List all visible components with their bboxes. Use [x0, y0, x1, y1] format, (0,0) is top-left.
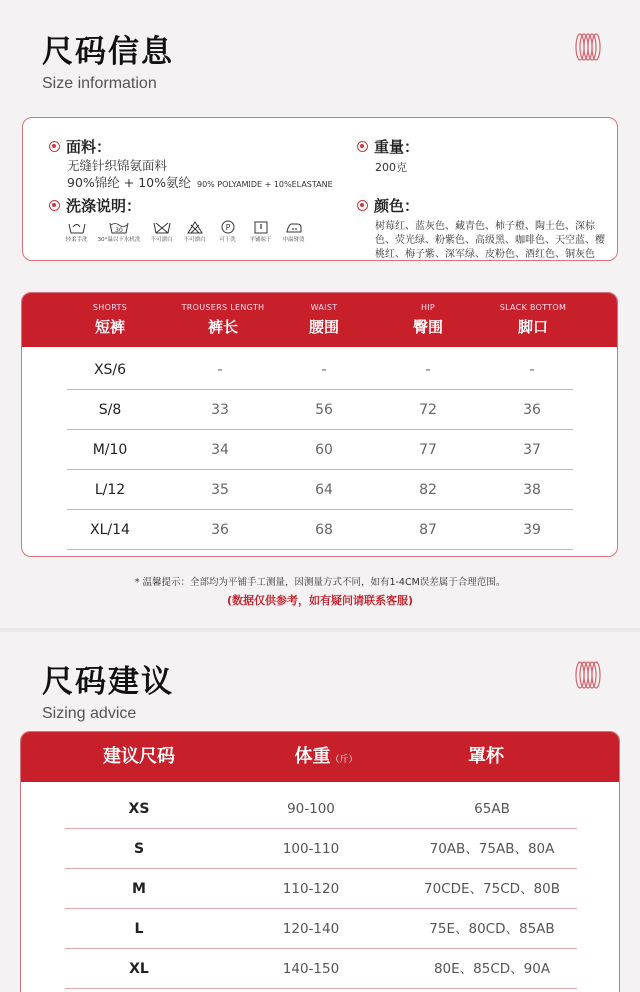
- table-row: M/10 34 60 77 37: [67, 430, 573, 470]
- table-row: L 120-140 75E、80CD、85AB: [65, 909, 577, 949]
- handwash-icon: [68, 221, 86, 234]
- table-row: L/12 35 64 82 38: [67, 470, 573, 510]
- fabric-block: [49, 136, 333, 193]
- table-row: XS/6 - - - -: [67, 350, 573, 390]
- no-bleach-triangle-icon: [187, 221, 203, 234]
- care-machine-wash: 30 30°温以下水机洗: [96, 220, 142, 243]
- header-waist: WAIST 腰围: [308, 303, 339, 336]
- table-row: S 100-110 70AB、75AB、80A: [65, 829, 577, 869]
- weight-unit: （斤）: [330, 755, 358, 765]
- fabric-line2-en: 90% POLYAMIDE + 10%ELASTANE: [197, 180, 333, 189]
- fabric-label: 面料：: [66, 138, 112, 156]
- reference-note: (数据仅供参考，如有疑问请联系客服): [226, 594, 414, 607]
- bullet-icon: [357, 200, 368, 211]
- weight-label: 重量：: [374, 138, 420, 156]
- size-info-title: 尺码信息: [42, 34, 174, 70]
- washing-block: [49, 195, 307, 243]
- no-bleach-icon: [153, 221, 171, 234]
- header-slack-bottom: SLACK BOTTOM 脚口: [499, 303, 567, 336]
- weight-value: 200克: [375, 161, 407, 174]
- care-flat-dry: 平铺晾干: [247, 220, 274, 243]
- size-table: [21, 292, 618, 557]
- section-divider: [0, 628, 640, 632]
- care-dry-clean: P 可干洗: [214, 220, 241, 243]
- care-iron: 中温熨烫: [280, 220, 307, 243]
- care-no-bleach-2: 不可漂白: [181, 220, 208, 243]
- table-row: M 110-120 70CDE、75CD、80B: [65, 869, 577, 909]
- header-weight: 体重（斤）: [294, 746, 358, 767]
- bullet-icon: [49, 141, 60, 152]
- bullet-icon: [49, 200, 60, 211]
- fabric-line2: 90%锦纶 + 10%氨纶: [67, 175, 191, 190]
- care-symbols: [63, 220, 307, 243]
- header-suggested-size: 建议尺码: [103, 746, 175, 767]
- dry-clean-icon: [221, 220, 235, 234]
- flat-dry-icon: [254, 221, 268, 234]
- svg-text:P: P: [225, 223, 230, 232]
- table-row: XL 140-150 80E、85CD、90A: [65, 949, 577, 989]
- header-trousers-length: TROUSERS LENGTH 裤长: [181, 303, 265, 336]
- svg-text:30: 30: [115, 226, 123, 234]
- size-info-header: [42, 26, 174, 93]
- machine-wash-icon: [109, 221, 129, 234]
- care-no-bleach-1: 不可漂白: [148, 220, 175, 243]
- table-row: S/8 33 56 72 36: [67, 390, 573, 430]
- sizing-advice-header: [42, 656, 174, 723]
- header-cup: 罩杯: [468, 746, 504, 767]
- advice-table: [20, 731, 620, 992]
- bullet-icon: [357, 141, 368, 152]
- size-info-subtitle: Size information: [42, 75, 157, 92]
- fabric-line1: 无缝针织锦氨面料: [67, 158, 168, 173]
- care-handwash: 轻柔手洗: [63, 220, 90, 243]
- rings-icon: [572, 660, 602, 690]
- weight-block: [357, 136, 419, 176]
- sizing-advice-title: 尺码建议: [42, 664, 174, 700]
- colors-block: [357, 195, 611, 262]
- colors-label: 颜色：: [374, 197, 420, 215]
- advice-table-header: [21, 732, 619, 782]
- header-shorts: SHORTS 短裤: [92, 303, 128, 336]
- measurement-tip: * 温馨提示：全部均为平铺手工测量，因测量方式不同，如有1-4CM误差属于合理范围。: [134, 577, 506, 588]
- washing-label: 洗涤说明：: [66, 197, 142, 215]
- size-table-header: [22, 293, 617, 347]
- iron-icon: [285, 221, 303, 234]
- product-info-card: [22, 117, 618, 261]
- sizing-advice-subtitle: Sizing advice: [42, 705, 137, 722]
- rings-icon: [572, 32, 602, 62]
- colors-value: 树莓红、蓝灰色、藏青色、柿子橙、陶土色、深棕色、荧光绿、粉紫色、高级黑、咖啡色、天空蓝、樱桃红、梅子紫、深军绿、皮粉色、酒红色、铜灰色: [375, 221, 605, 260]
- header-hip: HIP 臀围: [412, 303, 443, 336]
- table-row: XS 90-100 65AB: [65, 789, 577, 829]
- table-row: XL/14 36 68 87 39: [67, 510, 573, 550]
